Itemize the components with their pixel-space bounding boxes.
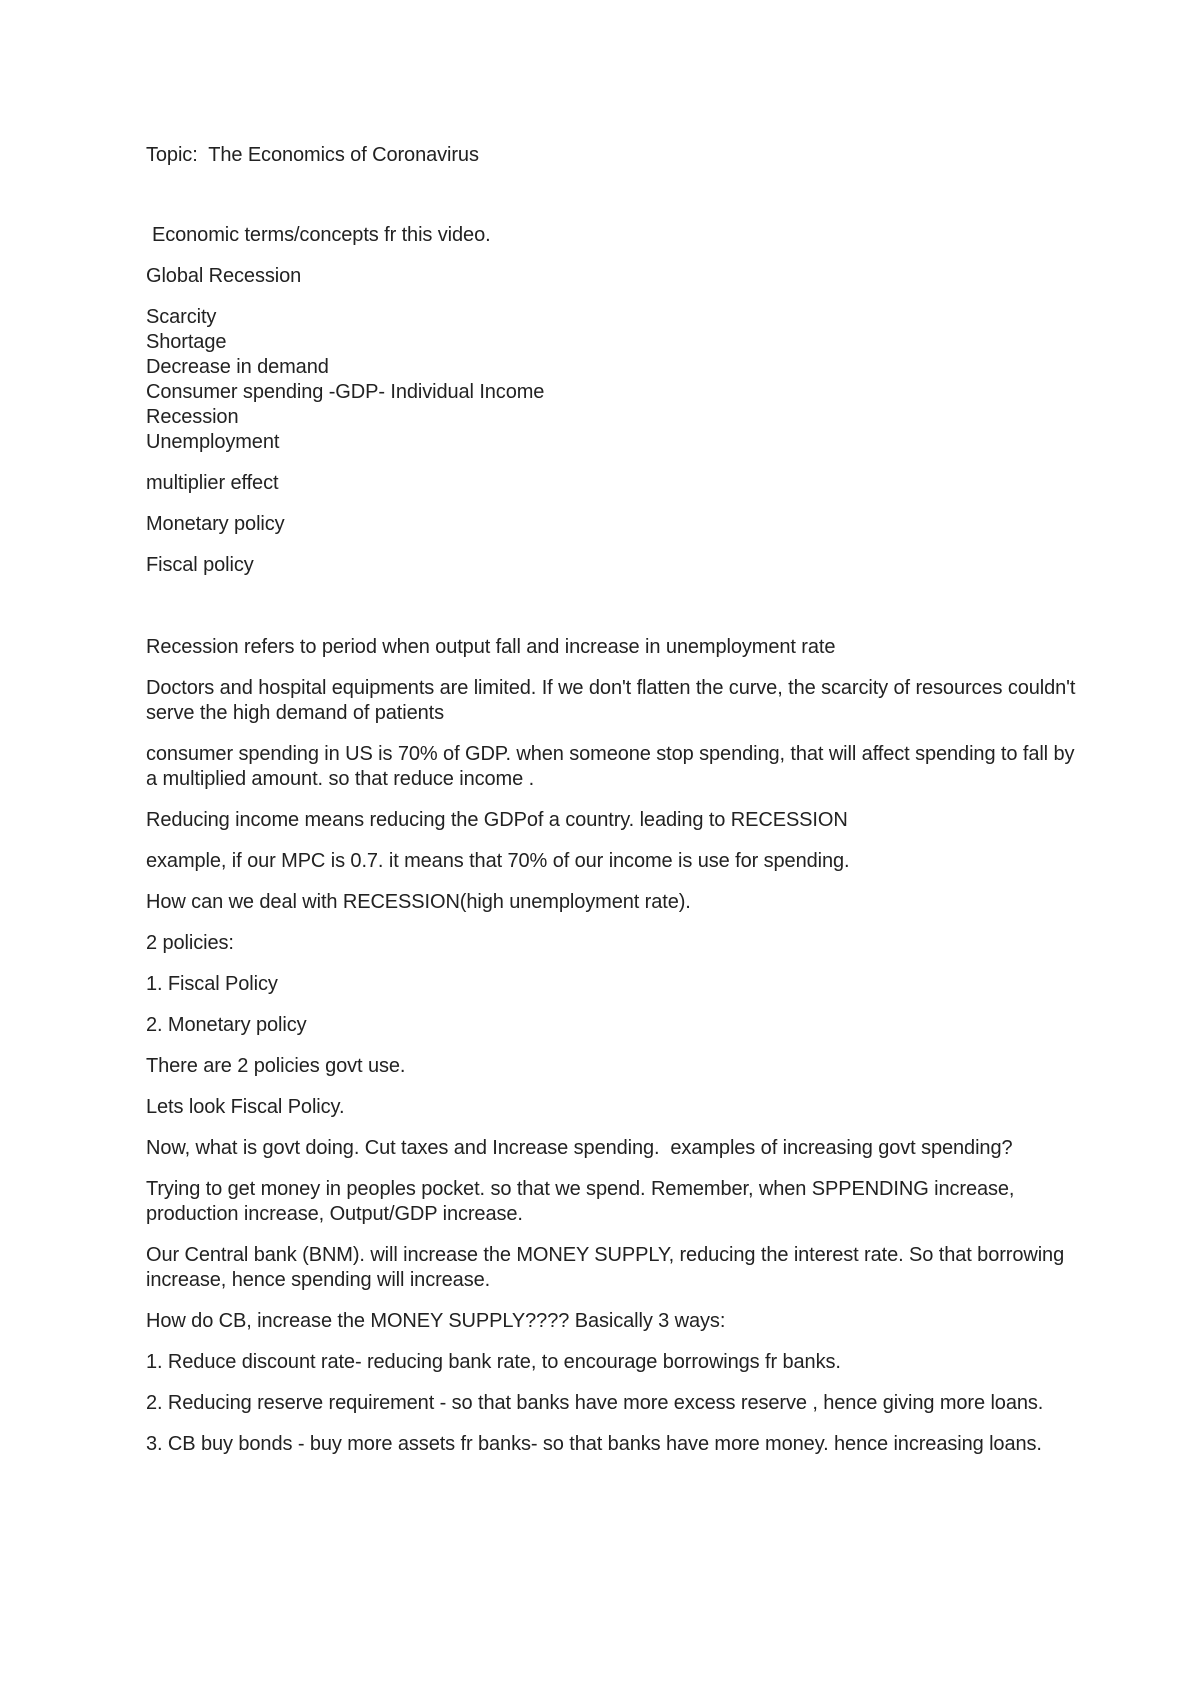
paragraph: 1. Reduce discount rate- reducing bank rate, to encourage borrowings fr banks. [146, 1351, 841, 1373]
term-item: Fiscal policy [146, 554, 254, 576]
paragraph: Lets look Fiscal Policy. [146, 1096, 345, 1118]
document-body [146, 143, 1081, 1473]
paragraph: 2. Monetary policy [146, 1014, 307, 1036]
paragraph: Now, what is govt doing. Cut taxes and Increase spending. examples of increasing govt spending? [146, 1137, 1013, 1159]
paragraph: Our Central bank (BNM). will increase the MONEY SUPPLY, reducing the interest rate. So that borrowing increase, hence spending will increase. [146, 1244, 1070, 1291]
term-item: Monetary policy [146, 513, 285, 535]
paragraph: There are 2 policies govt use. [146, 1055, 406, 1077]
term-item: Scarcity [146, 306, 217, 328]
paragraph: consumer spending in US is 70% of GDP. when someone stop spending, that will affect spending to fall by a multiplied amount. so that reduce income . [146, 743, 1080, 790]
paragraph: 3. CB buy bonds - buy more assets fr banks- so that banks have more money. hence increasing loans. [146, 1433, 1042, 1455]
topic-title: Topic: The Economics of Coronavirus [146, 144, 479, 166]
paragraph: How can we deal with RECESSION(high unemployment rate). [146, 891, 691, 913]
terms-heading: Economic terms/concepts fr this video. [152, 224, 491, 246]
paragraph: Reducing income means reducing the GDPof a country. leading to RECESSION [146, 809, 848, 831]
paragraph: 2 policies: [146, 932, 234, 954]
term-item: Global Recession [146, 265, 302, 287]
paragraph: How do CB, increase the MONEY SUPPLY???? Basically 3 ways: [146, 1310, 726, 1332]
term-item: multiplier effect [146, 472, 279, 494]
paragraph: Doctors and hospital equipments are limited. If we don't flatten the curve, the scarcity of resources couldn't serve the high demand of patients [146, 677, 1081, 724]
term-item: Shortage [146, 331, 227, 353]
paragraph: Trying to get money in peoples pocket. so that we spend. Remember, when SPPENDING increase, production increase, Output/GDP increase. [146, 1178, 1020, 1225]
paragraph: 1. Fiscal Policy [146, 973, 278, 995]
terms-list [146, 305, 1076, 455]
term-item: Decrease in demand [146, 356, 329, 378]
paragraph: example, if our MPC is 0.7. it means that 70% of our income is use for spending. [146, 850, 850, 872]
paragraph: 2. Reducing reserve requirement - so that banks have more excess reserve , hence giving more loans. [146, 1392, 1044, 1414]
term-item: Unemployment [146, 431, 280, 453]
paragraph: Recession refers to period when output fall and increase in unemployment rate [146, 636, 836, 658]
term-item: Recession [146, 406, 239, 428]
term-item: Consumer spending -GDP- Individual Income [146, 381, 545, 403]
